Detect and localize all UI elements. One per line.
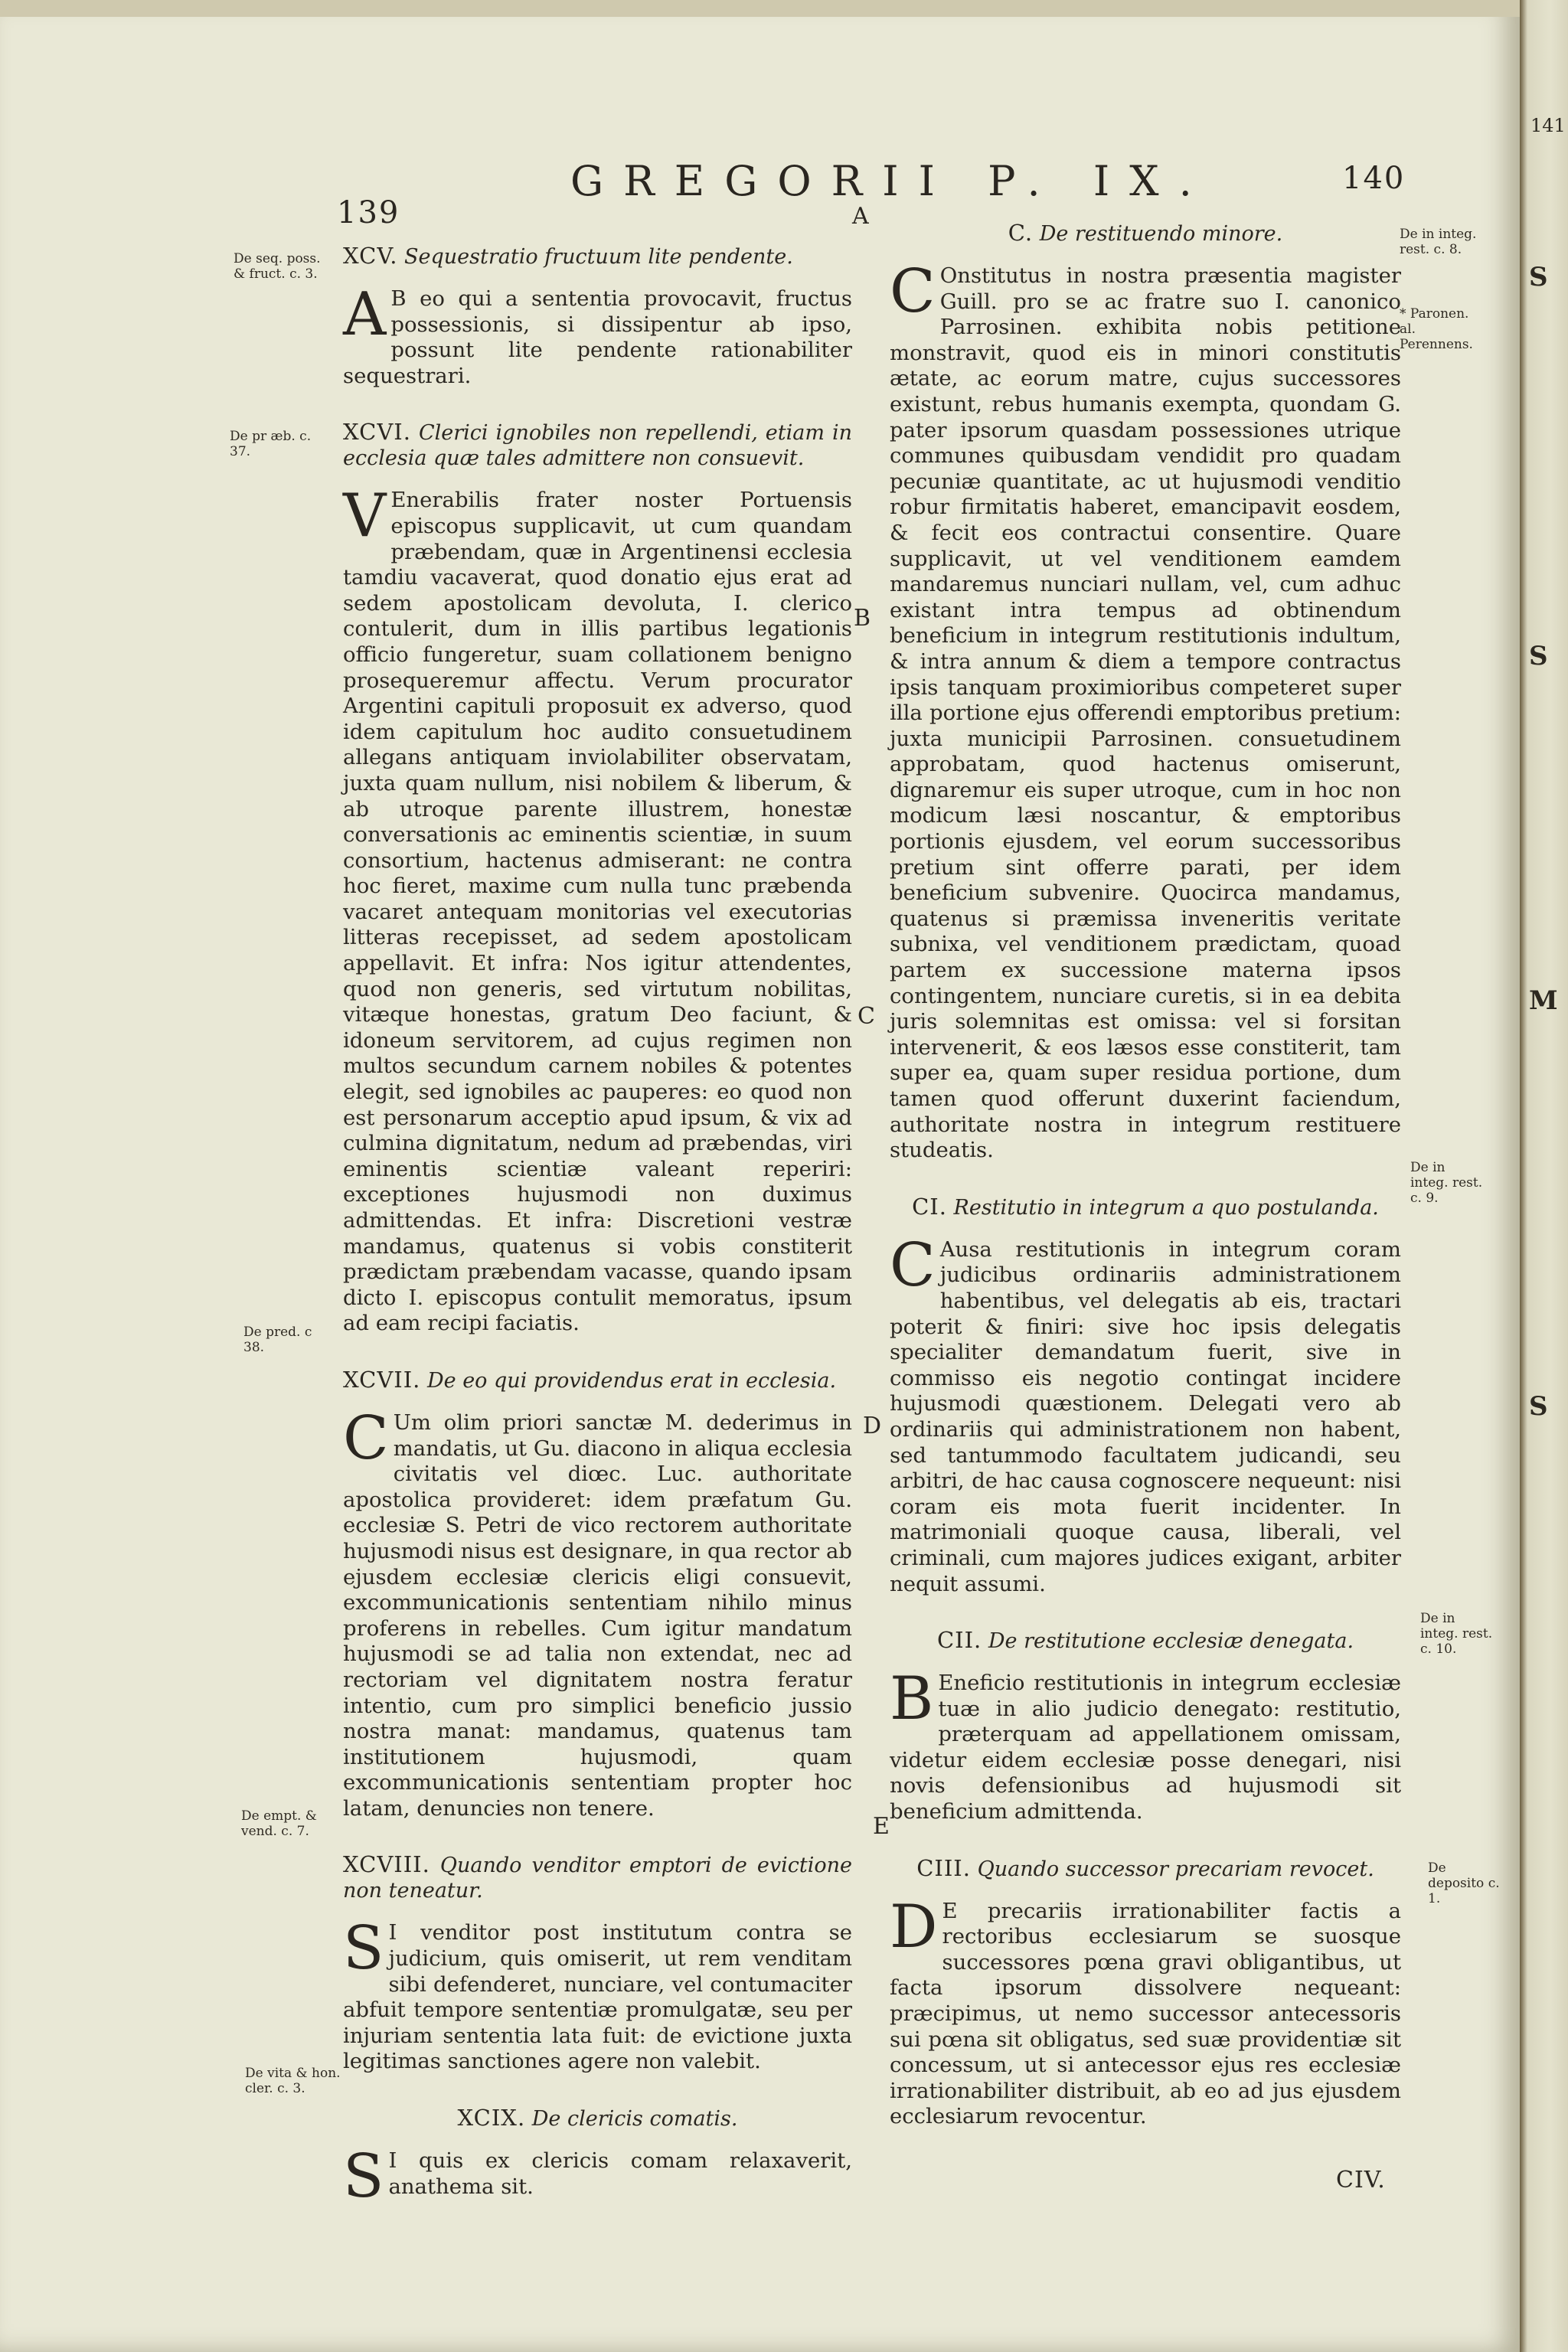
canon-text: Enerabilis frater noster Portuensis episcopus supplicavit, ut cum quandam præbendam, quæ in Argentinensi ecclesia tamdiu vacaverat, quod donatio ejus erat ad sedem apostolicam devoluta, I. clerico contulerit, dum in illis partibus legationis officio fungeretur, suam collationem benigno prosequeremur affectu. Verum procurator Argentini capituli proposuit ex adverso, quod idem capitulum hoc audito consuetudinem allegans antiquam inviolabiliter observatam, juxta quam nullum, nisi nobilem & liberum, & ab utroque parente illustrem, honestæ conversationis ac eminentis scientiæ, in suum consortium, hactenus admiserant: ne contra hoc fieret, maxime cum nulla tunc præbenda vacaret antequam monitorias vel executorias litteras recepisset, ad sedem apostolicam appellavit. Et infra: Nos igitur attendentes, quod non generis, sed virtutum nobilitas, vitæque honestas, gratum Deo faciunt, & idoneum servitorem, ad cujus regimen non multos secundum carnem nobiles & potentes elegit, sed ignobiles ac pauperes: eo quod non est personarum acceptio apud ipsum, & vix ad culmina dignitatum, nedum ad præbendas, viri eminentis scientiæ valeant reperiri: exceptiones hujusmodi non duximus admittendas. Et infra: Discretioni vestræ mandamus, quatenus si vobis constiterit prædictam præbendam vacasse, quando ipsam dicto I. episcopus contulit memoratus, ipsum ad eam recipi faciatis.: [343, 488, 852, 1336]
drop-initial: B: [890, 1664, 934, 1734]
canon-number: CI.: [912, 1193, 947, 1220]
canon-rubric: [890, 1194, 1401, 1220]
canon-title: Restitutio in integrum a quo postulanda.: [953, 1195, 1379, 1220]
canon-title: Sequestratio fructuum lite pendente.: [404, 245, 793, 269]
canon-rubric: [343, 420, 852, 471]
margin-note-left: De empt. & vend. c. 7.: [241, 1808, 317, 1839]
drop-initial: S: [343, 1914, 384, 1984]
canon-rubric: [343, 243, 852, 270]
margin-note-left: De pred. c 38.: [243, 1325, 312, 1355]
margin-note-right: De in integ. rest. c. 8.: [1400, 227, 1477, 257]
column-letter: E: [873, 1813, 890, 1840]
canon-number: CIII.: [916, 1854, 971, 1881]
column-letter: D: [863, 1413, 882, 1439]
canon-text: E precariis irrationabiliter factis a rectoribus ecclesiarum se suosque successores pœna gravi obligantibus, ut facta ipsorum dissolvere nequeant: præcipimus, ut nemo successor antecessoris sui pœna sit obligatus, sed suæ providentiæ sit concessum, ut si antecessor ejus res ecclesiæ irrationabiliter distribuit, ab eo ad jus ejusdem ecclesiarum revocentur.: [890, 1898, 1401, 2129]
canon-text: Onstitutus in nostra præsentia magister Guill. pro se ac fratre suo I. canonico Parrosinen. exhibita nobis petitione monstravit, quod eis in minori constitutis ætate, ac eorum matre, cujus successores existunt, rebus humanis exempta, quondam G. pater ipsorum quasdam possessiones utrique communes quibusdam vendidit pro quadam pecuniæ quantitate, ac ut hujusmodi venditio robur firmitatis haberet, emancipavit eosdem, & fecit eos contractui consentire. Quare supplicavit, ut vel venditionem eamdem mandaremus nunciari nullam, vel, cum adhuc existant intra tempus ad obtinendum beneficium in integrum restitutionis indultum, & intra annum & diem a tempore contractus ipsis tanquam proximioribus competeret super illa portione ejus offerendi emptoribus pretium: juxta municipii Parrosinen. consuetudinem approbatam, quod hactenus omiserunt, dignaremur eis super utroque, cum in hoc non modicum læsi noscantur, & emptoribus portionis ejusdem, vel eorum successoribus pretium sint offerre parati, per idem beneficium subvenire. Quocirca mandamus, quatenus si præmissa inveneritis veritate subnixa, vel venditionem prædictam, quoad partem ex successione materna ipsos contingentem, nunciare curetis, si in ea debita juris solemnitas est omissa: vel si forsitan intervenerit, & eos læsos esse constiterit, tam super ea, quam super residua portione, dum tamen quod offerunt duxerint faciendum, authoritate nostra in integrum restituere studeatis.: [890, 263, 1401, 1163]
canon-section: [890, 220, 1401, 1164]
canon-text: Um olim priori sanctæ M. dederimus in mandatis, ut Gu. diacono in aliqua ecclesia civitatis vel diœc. Luc. authoritate apostolica provideret: idem præfatum Gu. ecclesiæ S. Petri de vico rectorem authoritate hujusmodi nisus est designare, in qua rector ab ejusdem ecclesiæ clericis eligi consuevit, excommunicationis sententiam nihilo minus proferens in rebelles. Cum igitur mandatum hujusmodi se ad talia non extendat, nec ad rectoriam vel dignitatem nostra feratur intentio, cum pro simplici beneficio jussio nostra manat: mandamus, quatenus tam institutionem hujusmodi, quam excommunicationis sententiam propter hoc latam, denuncies non tenere.: [343, 1410, 852, 1821]
catchword: CIV.: [1336, 2167, 1386, 2194]
column-letter: B: [854, 605, 871, 632]
margin-note-right: De deposito c. 1.: [1428, 1860, 1500, 1906]
canon-number: XCVI.: [343, 419, 411, 446]
next-page-initial: S: [1529, 641, 1548, 671]
margin-note-right: De in integ. rest. c. 9.: [1410, 1160, 1483, 1206]
canon-title: Quando venditor emptori de evictione non teneatur.: [343, 1854, 852, 1903]
canon-section: [343, 1367, 852, 1822]
column-letter: C: [858, 1003, 875, 1030]
canon-text: I venditor post institutum contra se judicium, quis omiserit, ut rem venditam sibi defenderet, nunciare, vel contumaciter abfuit tempore sententiæ promulgatæ, seu per injuriam sententia lata fuit: de evictione juxta legitimas sanctiones agere non valebit.: [343, 1920, 852, 2074]
canon-section: [890, 1856, 1401, 2130]
canon-section: [343, 2105, 852, 2212]
drop-initial: V: [343, 482, 387, 551]
canon-text: B eo qui a sententia provocavit, fructus possessionis, si dissipentur ab ipso, possunt lite pendente rationabiliter sequestrari.: [343, 286, 852, 388]
margin-note-left: De seq. poss. & fruct. c. 3.: [234, 251, 321, 282]
canon-rubric: [343, 1852, 852, 1903]
running-title: GREGORII P. IX.: [570, 157, 1212, 205]
canon-title: Clerici ignobiles non repellendi, etiam in ecclesia quæ tales admittere non consuevit.: [343, 421, 852, 471]
canon-rubric: [343, 2105, 852, 2132]
canon-section: [343, 1852, 852, 2075]
margin-note-left: De vita & hon. cler. c. 3.: [245, 2066, 341, 2096]
canon-number: C.: [1008, 220, 1034, 246]
drop-initial: C: [343, 1403, 389, 1473]
canon-number: XCVII.: [343, 1366, 421, 1393]
drop-initial: C: [890, 1230, 936, 1300]
left-column: [343, 243, 852, 2220]
canon-section: [343, 420, 852, 1337]
canon-text: Ausa restitutionis in integrum coram judicibus ordinariis administrationem habentibus, vel delegatis ab eis, tractari poterit & finiri: sive hoc ipsis delegatis specialiter demandatum fuerit, sive in commisso eis negotio contingat incidere hujusmodi quæstionem. Delegati vero ab ordinariis qui administrationem non habent, sed tantummodo facultatem judicandi, seu arbitri, de hac causa cognoscere nequeunt: nisi coram eis mota fuerit incidenter. In matrimoniali quoque causa, liberali, vel criminali, cum majores judices exigant, arbiter nequit assumi.: [890, 1236, 1401, 1596]
canon-title: De restitutione ecclesiæ denegata.: [988, 1629, 1354, 1654]
canon-number: XCVIII.: [343, 1851, 430, 1878]
canon-section: [890, 1194, 1401, 1597]
canon-title: De restituendo minore.: [1039, 222, 1283, 246]
canon-rubric: [890, 220, 1401, 247]
canon-number: CII.: [936, 1627, 982, 1654]
right-column: [890, 220, 1401, 2150]
next-page-initial: S: [1529, 262, 1548, 292]
canon-section: [890, 1628, 1401, 1825]
page-top-edge: [0, 0, 1520, 17]
page-number-left: 139: [337, 195, 400, 230]
canon-title: De clericis comatis.: [531, 2107, 738, 2132]
drop-initial: C: [890, 257, 936, 326]
canon-rubric: [890, 1628, 1401, 1654]
canon-number: XCIX.: [457, 2105, 526, 2132]
canon-text: I quis ex clericis comam relaxaverit, anathema sit.: [388, 2148, 852, 2199]
drop-initial: S: [343, 2142, 384, 2212]
canon-title: Quando successor precariam revocet.: [977, 1857, 1374, 1881]
next-page-edge: [1520, 0, 1568, 2352]
quire-letter: A: [852, 203, 869, 230]
canon-number: XCV.: [343, 243, 398, 269]
margin-note-left: De pr æb. c. 37.: [230, 429, 312, 459]
margin-note-right: * Paronen. al. Perennens.: [1400, 306, 1473, 352]
canon-title: De eo qui providendus erat in ecclesia.: [427, 1368, 837, 1393]
next-page-initial: S: [1529, 1391, 1548, 1422]
canon-rubric: [890, 1856, 1401, 1882]
canon-text: Eneficio restitutionis in integrum ecclesiæ tuæ in alio judicio denegato: restitutio, præterquam ad appellationem omissam, videtur eidem ecclesiæ posse denegari, nisi novis defensionibus ad hujusmodi sit beneficium admittenda.: [890, 1671, 1401, 1824]
next-page-number: 141: [1530, 115, 1566, 136]
canon-rubric: [343, 1367, 852, 1393]
next-page-initial: M: [1529, 985, 1558, 1016]
drop-initial: A: [343, 280, 387, 349]
canon-section: [343, 243, 852, 389]
drop-initial: D: [890, 1892, 938, 1962]
margin-note-right: De in integ. rest. c. 10.: [1420, 1611, 1493, 1657]
page-number-right: 140: [1342, 161, 1406, 196]
